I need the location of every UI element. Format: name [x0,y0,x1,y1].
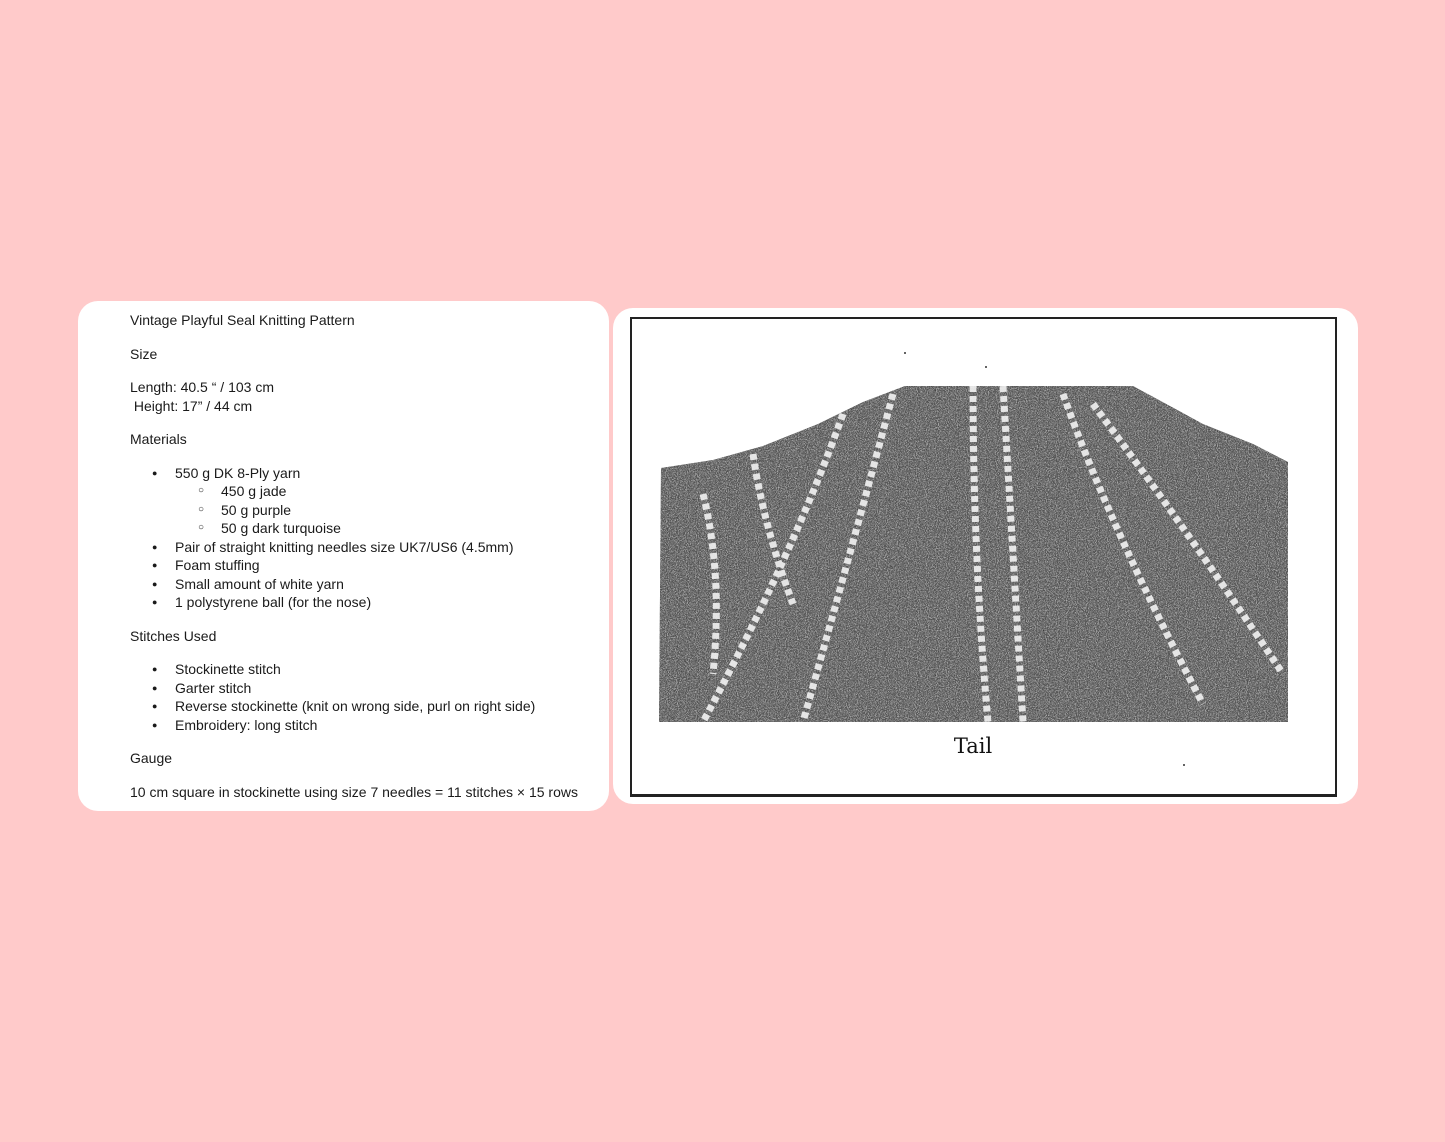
height-line: Height: 17” / 44 cm [130,397,253,414]
list-item: ● 550 g DK 8-Ply yarn [130,464,589,483]
list-item: ● Embroidery: long stitch [130,716,589,735]
print-speck [904,352,906,354]
list-item: ● 1 polystyrene ball (for the nose) [130,593,589,612]
list-item: ● Pair of straight knitting needles size UK7/US6 (4.5mm) [130,538,589,557]
illustration-card [613,308,1358,804]
pattern-title: Vintage Playful Seal Knitting Pattern [130,312,355,328]
stitches-heading: Stitches Used [130,627,217,644]
gauge-heading: Gauge [130,750,173,766]
length-line: Length: 40.5 “ / 103 cm [130,379,274,395]
list-item: ● Small amount of white yarn [130,575,589,594]
list-item: ○ 450 g jade [130,482,589,501]
materials-list [130,464,589,612]
size-heading: Size [130,345,158,362]
list-item: ○ 50 g purple [130,501,589,520]
stitches-list [130,660,589,734]
knitted-tail-image [643,374,1309,734]
pattern-document [130,311,589,801]
materials-heading: Materials [130,431,187,447]
list-item: ● Reverse stockinette (knit on wrong side, purl on right side) [130,697,589,716]
list-item: ● Garter stitch [130,679,589,698]
list-item: ● Stockinette stitch [130,660,589,679]
illustration-caption: Tail [953,734,993,758]
pattern-text-card [78,301,609,811]
list-item: ● Foam stuffing [130,556,589,575]
print-speck [985,366,987,368]
list-item: ○ 50 g dark turquoise [130,519,589,538]
gauge-line: 10 cm square in stockinette using size 7 needles = 11 stitches × 15 rows [130,783,578,800]
print-speck [1183,764,1185,766]
